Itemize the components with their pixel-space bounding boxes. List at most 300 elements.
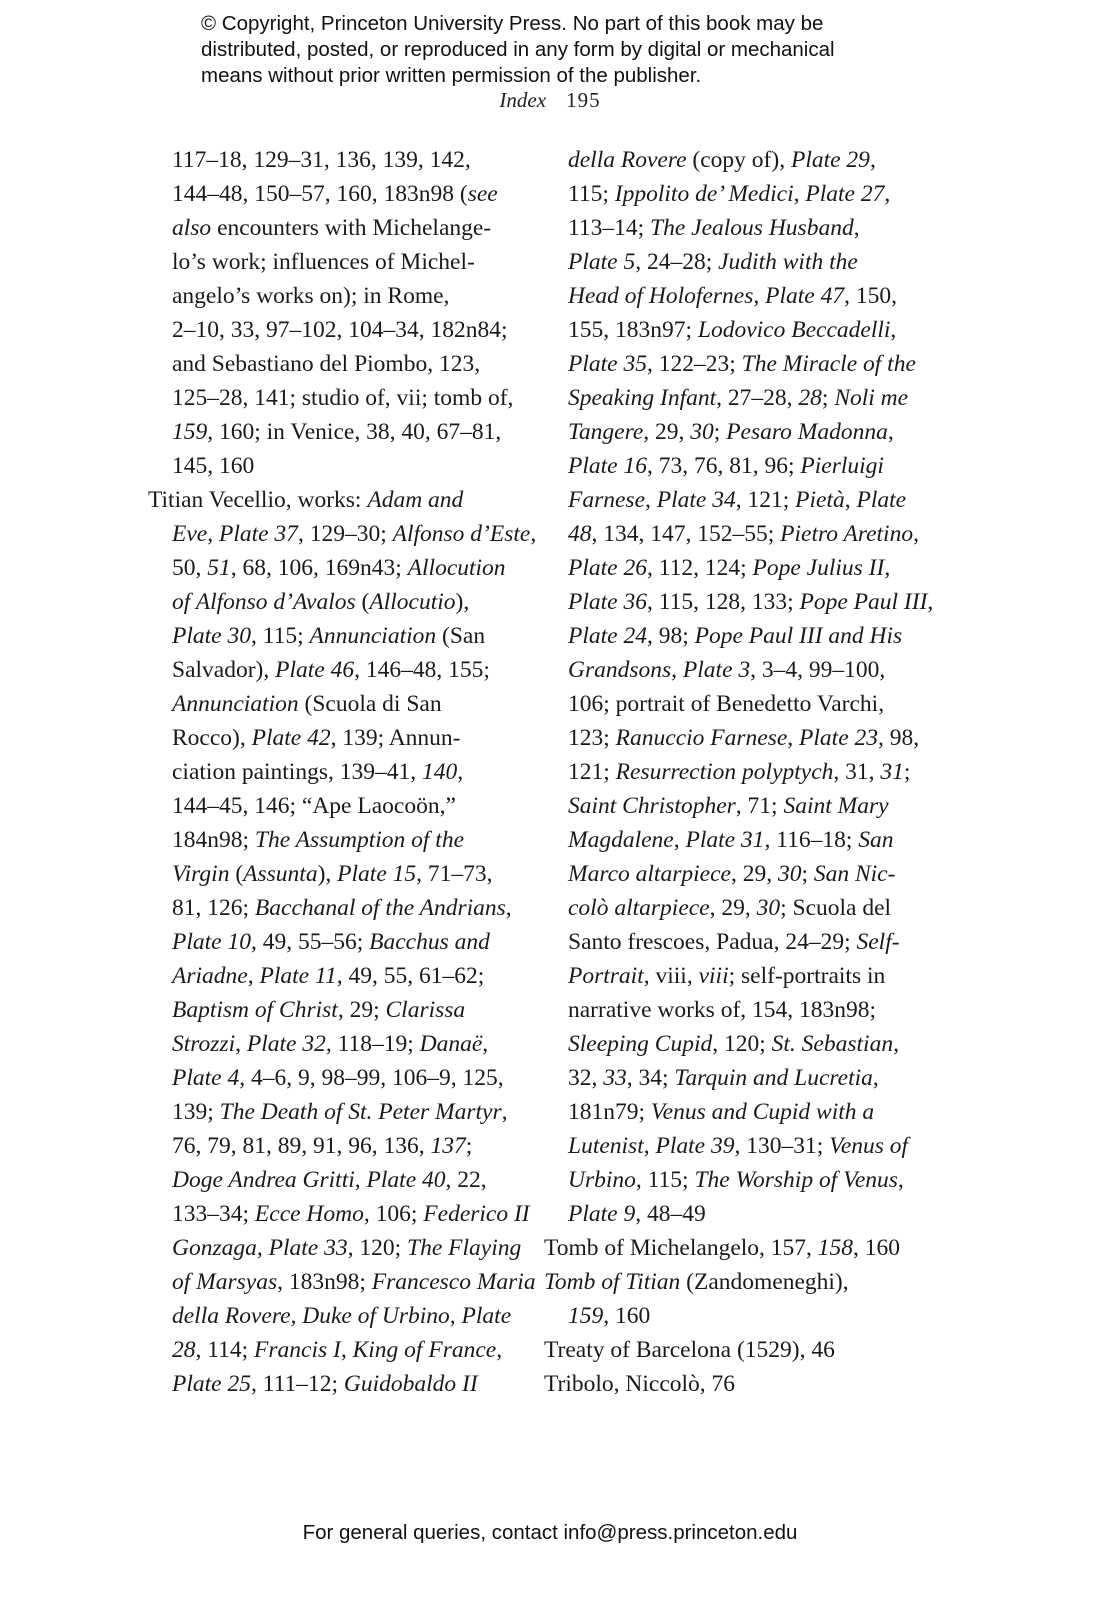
index-line-continuation — [544, 619, 933, 653]
index-text: Tribolo, Niccolò, 76 — [544, 1371, 736, 1397]
index-text: 133–34; — [172, 1201, 255, 1227]
index-text: , — [844, 487, 857, 513]
index-text: 144–48, 150–57, 160, 183n98 ( — [172, 181, 468, 207]
index-text: 115; — [568, 181, 615, 207]
italic-title-text: The Assumption of the — [254, 827, 465, 853]
index-text: ; — [713, 419, 727, 445]
index-text: 106; portrait of Benedetto Varchi, — [568, 691, 885, 717]
page-number: 195 — [566, 88, 601, 112]
italic-title-text: Allocutio — [369, 589, 456, 615]
index-text: (Zandomeneghi), — [680, 1269, 849, 1295]
index-line-continuation — [148, 1265, 536, 1299]
index-line-continuation — [544, 1095, 933, 1129]
index-line-continuation — [148, 721, 536, 755]
italic-title-text: 159 — [172, 419, 208, 445]
italic-title-text: Tangere — [568, 419, 644, 445]
index-text: , 130–31; — [734, 1133, 830, 1159]
index-line-continuation — [544, 891, 933, 925]
index-line-continuation — [148, 517, 536, 551]
index-text: 117–18, 129–31, 136, 139, 142, — [172, 147, 471, 173]
index-text: , 3–4, 99–100, — [750, 657, 886, 683]
index-text: , 68, 106, 169n43; — [230, 555, 408, 581]
index-text: , 139; Annun- — [330, 725, 461, 751]
italic-title-text: Ippolito de’ Medici — [614, 181, 794, 207]
italic-title-text: The Jealous Husband — [650, 215, 854, 241]
italic-title-text: Noli me — [834, 385, 909, 411]
italic-title-text: Lutenist — [568, 1133, 644, 1159]
index-line-continuation — [148, 279, 536, 313]
index-entry-heading — [544, 1265, 933, 1299]
index-line-continuation — [544, 721, 933, 755]
italic-title-text: Guidobaldo II — [343, 1371, 478, 1397]
index-text: Rocco), — [172, 725, 252, 751]
index-line-continuation — [148, 143, 536, 177]
italic-title-text: viii — [698, 963, 729, 989]
index-text: Treaty of Barcelona (1529), 46 — [544, 1337, 835, 1363]
index-text: , — [869, 147, 876, 173]
index-line-continuation — [544, 483, 933, 517]
italic-title-text: Pesaro Madonna — [726, 419, 888, 445]
index-line-continuation — [544, 1197, 933, 1231]
index-line-continuation — [148, 653, 536, 687]
index-text: , — [793, 181, 806, 207]
index-line-continuation — [148, 687, 536, 721]
index-text: , — [235, 1031, 247, 1057]
italic-title-text: Clarissa — [385, 997, 466, 1023]
index-text: , 122–23; — [646, 351, 742, 377]
index-text: , 106; — [363, 1201, 424, 1227]
italic-title-text: San Nic- — [813, 861, 896, 887]
index-text: , 115, 128, 133; — [646, 589, 800, 615]
index-column-left — [148, 143, 536, 1401]
index-text: , 129–30; — [297, 521, 393, 547]
italic-title-text: Plate 46 — [275, 657, 355, 683]
italic-title-text: Bacchus and — [369, 929, 490, 955]
italic-title-text: Saint Mary — [783, 793, 889, 819]
index-entry-heading — [544, 1231, 933, 1265]
index-line-continuation — [544, 789, 933, 823]
copyright-notice — [201, 11, 835, 89]
index-text: , — [884, 181, 891, 207]
index-text: 121; — [568, 759, 616, 785]
italic-title-text: Plate 40 — [366, 1167, 446, 1193]
index-line-continuation — [544, 211, 933, 245]
italic-title-text: Ranuccio Farnese — [615, 725, 788, 751]
index-line-continuation — [148, 585, 536, 619]
italic-title-text: 33 — [603, 1065, 627, 1091]
index-line-continuation — [544, 415, 933, 449]
index-text: , 71; — [735, 793, 784, 819]
italic-title-text: Eve — [172, 521, 208, 547]
italic-title-text: 28 — [798, 385, 822, 411]
index-line-continuation — [148, 347, 536, 381]
index-text: and Sebastiano del Piombo, 123, — [172, 351, 481, 377]
italic-title-text: Danaë — [419, 1031, 483, 1057]
index-text: 76, 79, 81, 89, 91, 96, 136, — [172, 1133, 431, 1159]
italic-title-text: Federico II — [423, 1201, 530, 1227]
index-text: , — [530, 521, 537, 547]
index-line-continuation — [148, 1095, 536, 1129]
index-line-continuation — [148, 1197, 536, 1231]
italic-title-text: of Marsyas — [172, 1269, 278, 1295]
italic-title-text: Plate 5 — [568, 249, 636, 275]
index-text: , viii, — [643, 963, 699, 989]
index-text: 125–28, 141; studio of, vii; tomb of, — [172, 385, 514, 411]
index-line-continuation — [544, 585, 933, 619]
index-line-continuation — [544, 347, 933, 381]
index-text: , — [853, 215, 860, 241]
index-line-continuation — [148, 1163, 536, 1197]
index-line-continuation — [544, 959, 933, 993]
index-text: , 115; — [635, 1167, 695, 1193]
italic-title-text: Sleeping Cupid — [568, 1031, 713, 1057]
index-text: , 31, — [833, 759, 881, 785]
italic-title-text: see — [467, 181, 498, 207]
index-text: Tomb of Michelangelo, 157, — [544, 1235, 818, 1261]
index-text: , 29, — [709, 895, 757, 921]
index-text: , 114; — [195, 1337, 255, 1363]
index-text: , 134, 147, 152–55; — [591, 521, 781, 547]
index-line-continuation — [148, 1299, 536, 1333]
index-text: Titian Vecellio, works: — [148, 487, 368, 513]
index-line-continuation — [544, 857, 933, 891]
index-text: , 111–12; — [250, 1371, 344, 1397]
index-text: , 49, 55, 61–62; — [336, 963, 485, 989]
index-text: , 120; — [347, 1235, 407, 1261]
index-text: (Scuola di San — [298, 691, 442, 717]
italic-title-text: Pope Paul III — [799, 589, 928, 615]
index-text: , — [496, 1337, 503, 1363]
italic-title-text: Annunciation — [172, 691, 299, 717]
index-text: , — [884, 555, 891, 581]
index-text: (San — [436, 623, 486, 649]
italic-title-text: Plate 34 — [656, 487, 736, 513]
italic-title-text: Plate 25 — [172, 1371, 251, 1397]
italic-title-text: Plate 39 — [655, 1133, 735, 1159]
index-text: , 49, 55–56; — [250, 929, 370, 955]
italic-title-text: Baptism of Christ — [172, 997, 338, 1023]
index-line-continuation — [544, 279, 933, 313]
index-line-continuation — [148, 993, 536, 1027]
copyright-line: distributed, posted, or reproduced in any form by digital or mechanical — [201, 38, 835, 61]
index-text: , — [354, 1167, 367, 1193]
italic-title-text: Strozzi — [172, 1031, 236, 1057]
index-text: 50, — [172, 555, 208, 581]
index-line-continuation — [148, 551, 536, 585]
index-line-continuation — [544, 313, 933, 347]
italic-title-text: Grandsons — [568, 657, 672, 683]
index-line-continuation — [148, 619, 536, 653]
italic-title-text: 158 — [817, 1235, 854, 1261]
italic-title-text: della Rovere, Duke of Urbino, Plate — [172, 1303, 512, 1329]
index-text: , — [645, 487, 657, 513]
index-line-continuation — [148, 959, 536, 993]
index-text: ; — [801, 861, 814, 887]
copyright-line: means without prior written permission of the publisher. — [201, 64, 702, 87]
index-text: , 4–6, 9, 98–99, 106–9, 125, — [239, 1065, 504, 1091]
index-text: (copy of), — [686, 147, 791, 173]
italic-title-text: Plate 33 — [268, 1235, 348, 1261]
italic-title-text: Self- — [856, 929, 900, 955]
index-text: , 160 — [853, 1235, 901, 1261]
index-text: , — [671, 657, 683, 683]
index-line-continuation — [148, 415, 536, 449]
italic-title-text: Speaking Infant — [568, 385, 717, 411]
index-text: 144–45, 146; “Ape Laocoön,” — [172, 793, 456, 819]
index-text: , 183n98; — [277, 1269, 372, 1295]
index-text: 2–10, 33, 97–102, 104–34, 182n84; — [172, 317, 508, 343]
index-text: Santo frescoes, Padua, 24–29; — [568, 929, 857, 955]
italic-title-text: Pope Paul III and His — [694, 623, 903, 649]
index-line-continuation — [148, 245, 536, 279]
italic-title-text: Resurrection polyptych — [615, 759, 834, 785]
index-entry-heading — [544, 1333, 933, 1367]
italic-title-text: Plate 29 — [790, 147, 870, 173]
italic-title-text: Plate 23 — [799, 725, 879, 751]
italic-title-text: Pope Julius II — [752, 555, 885, 581]
index-text: , 98; — [646, 623, 695, 649]
italic-title-text: The Miracle of the — [741, 351, 916, 377]
index-line-continuation — [148, 925, 536, 959]
italic-title-text: Marco altarpiece — [568, 861, 731, 887]
index-text: , 34; — [626, 1065, 675, 1091]
index-text: ), — [455, 589, 470, 615]
italic-title-text: Ariadne — [172, 963, 248, 989]
italic-title-text: colò altarpiece — [568, 895, 710, 921]
index-text: , 115; — [250, 623, 310, 649]
index-text: , — [247, 963, 260, 989]
italic-title-text: Plate 27 — [805, 181, 885, 207]
index-line-continuation — [544, 1299, 933, 1333]
index-text: angelo’s works on); in Rome, — [172, 283, 450, 309]
index-line-continuation — [148, 755, 536, 789]
italic-title-text: Saint Christopher — [568, 793, 736, 819]
italic-title-text: 31 — [880, 759, 904, 785]
italic-title-text: Urbino — [568, 1167, 636, 1193]
index-text: , — [207, 521, 219, 547]
italic-title-text: Alfonso d’Este — [392, 521, 531, 547]
italic-title-text: Francesco Maria — [371, 1269, 536, 1295]
italic-title-text: Plate 30 — [172, 623, 251, 649]
index-text: , — [787, 725, 800, 751]
italic-title-text: Head of Holofernes — [568, 283, 754, 309]
index-text: , 118–19; — [325, 1031, 420, 1057]
index-text: ; self-portraits in — [728, 963, 886, 989]
index-text: , — [505, 895, 512, 921]
italic-title-text: 28 — [172, 1337, 196, 1363]
italic-title-text: Plate 4 — [172, 1065, 240, 1091]
italic-title-text: Lodovico Beccadelli — [697, 317, 891, 343]
italic-title-text: Venus and Cupid with a — [650, 1099, 875, 1125]
italic-title-text: 30 — [777, 861, 802, 887]
index-text: , 150, — [844, 283, 897, 309]
index-line-continuation — [544, 517, 933, 551]
italic-title-text: Plate 9 — [568, 1201, 636, 1227]
index-line-continuation — [544, 245, 933, 279]
italic-title-text: Plate 15 — [337, 861, 417, 887]
italic-title-text: Judith with the — [718, 249, 858, 275]
italic-title-text: della Rovere — [568, 147, 687, 173]
italic-title-text: Pietro Aretino — [780, 521, 914, 547]
index-line-continuation — [544, 143, 933, 177]
index-line-continuation — [544, 993, 933, 1027]
italic-title-text: Plate 26 — [568, 555, 647, 581]
italic-title-text: Farnese — [568, 487, 646, 513]
italic-title-text: Plate 31 — [685, 827, 765, 853]
index-text: , — [256, 1235, 269, 1261]
index-text: , 73, 76, 81, 96; — [646, 453, 801, 479]
italic-title-text: Pietà — [795, 487, 845, 513]
index-text: , 120; — [712, 1031, 772, 1057]
index-text: , 116–18; — [764, 827, 859, 853]
italic-title-text: Portrait — [568, 963, 644, 989]
italic-title-text: 137 — [430, 1133, 466, 1159]
index-text: , 160 — [603, 1303, 651, 1329]
index-text: 155, 183n97; — [568, 317, 698, 343]
index-text: 123; — [568, 725, 616, 751]
index-text: 32, — [568, 1065, 604, 1091]
italic-title-text: Pierluigi — [800, 453, 884, 479]
index-text: , — [887, 419, 894, 445]
italic-title-text: St. Sebastian — [771, 1031, 894, 1057]
index-text: Salvador), — [172, 657, 276, 683]
italic-title-text: Francis I, King of France — [254, 1337, 497, 1363]
index-line-continuation — [148, 449, 536, 483]
index-text: ( — [229, 861, 244, 887]
italic-title-text: Plate — [856, 487, 907, 513]
index-entry-heading — [148, 483, 536, 517]
index-text: ; — [903, 759, 911, 785]
index-line-continuation — [148, 823, 536, 857]
index-line-continuation — [544, 755, 933, 789]
italic-title-text: 30 — [690, 419, 714, 445]
index-text: 139; — [172, 1099, 220, 1125]
index-line-continuation — [148, 1129, 536, 1163]
index-line-continuation — [544, 381, 933, 415]
index-line-continuation — [544, 653, 933, 687]
index-text: , — [890, 317, 897, 343]
index-text: narrative works of, 154, 183n98; — [568, 997, 877, 1023]
italic-title-text: 159 — [568, 1303, 604, 1329]
index-line-continuation — [148, 211, 536, 245]
italic-title-text: Plate 32 — [246, 1031, 326, 1057]
italic-title-text: of Alfonso d’Avalos — [172, 589, 356, 615]
italic-title-text: Assunta — [243, 861, 318, 887]
footer-contact: For general queries, contact info@press.princeton.edu — [302, 1521, 798, 1544]
index-line-continuation — [148, 1367, 536, 1401]
index-line-continuation — [148, 313, 536, 347]
index-text: , — [501, 1099, 508, 1125]
index-text: , — [482, 1031, 489, 1057]
index-text: , — [897, 1167, 904, 1193]
index-line-continuation — [544, 1129, 933, 1163]
italic-title-text: Plate 47 — [765, 283, 845, 309]
italic-title-text: Venus of — [829, 1133, 909, 1159]
index-text: , — [643, 1133, 656, 1159]
italic-title-text: 30 — [756, 895, 781, 921]
italic-title-text: 51 — [207, 555, 231, 581]
index-text: ; Scuola del — [780, 895, 892, 921]
italic-title-text: Plate 36 — [568, 589, 647, 615]
section-title: Index — [499, 88, 547, 112]
italic-title-text: Magdalene — [568, 827, 674, 853]
index-text: ( — [355, 589, 370, 615]
index-text: , — [457, 759, 464, 785]
index-text: , 29, — [643, 419, 691, 445]
index-line-continuation — [544, 1061, 933, 1095]
index-line-continuation — [148, 381, 536, 415]
index-text: ; — [465, 1133, 473, 1159]
index-text: encounters with Michelange- — [211, 215, 492, 241]
italic-title-text: Plate 37 — [218, 521, 298, 547]
index-line-continuation — [148, 789, 536, 823]
italic-title-text: Gonzaga — [172, 1235, 257, 1261]
index-line-continuation — [544, 1163, 933, 1197]
italic-title-text: Bacchanal of the Andrians — [254, 895, 506, 921]
italic-title-text: Virgin — [172, 861, 230, 887]
index-text: lo’s work; influences of Michel- — [172, 249, 475, 275]
index-text: , — [893, 1031, 899, 1057]
index-line-continuation — [148, 1333, 536, 1367]
italic-title-text: Plate 3 — [682, 657, 751, 683]
index-text: , 71–73, — [416, 861, 493, 887]
italic-title-text: Plate 42 — [251, 725, 331, 751]
index-text: , — [913, 521, 919, 547]
italic-title-text: Plate 11 — [259, 963, 337, 989]
italic-title-text: The Worship of Venus — [694, 1167, 898, 1193]
index-line-continuation — [148, 857, 536, 891]
index-text: , 160; in Venice, 38, 40, 67–81, — [207, 419, 502, 445]
index-text: , 121; — [735, 487, 796, 513]
index-line-continuation — [544, 823, 933, 857]
italic-title-text: Plate 24 — [568, 623, 647, 649]
index-line-continuation — [544, 449, 933, 483]
italic-title-text: Plate 16 — [568, 453, 647, 479]
index-text: , 27–28, — [716, 385, 799, 411]
index-line-continuation — [544, 177, 933, 211]
italic-title-text: The Death of St. Peter Martyr — [219, 1099, 502, 1125]
index-text: , 29, — [730, 861, 778, 887]
index-column-right — [544, 143, 933, 1401]
index-line-continuation — [148, 1061, 536, 1095]
italic-title-text: Plate 10 — [172, 929, 251, 955]
index-line-continuation — [544, 551, 933, 585]
index-text: , 24–28; — [635, 249, 719, 275]
index-line-continuation — [544, 925, 933, 959]
italic-title-text: The Flaying — [407, 1235, 522, 1261]
index-line-continuation — [544, 1027, 933, 1061]
index-text: , — [753, 283, 766, 309]
italic-title-text: 140 — [422, 759, 458, 785]
italic-title-text: Tomb of Titian — [544, 1269, 681, 1295]
index-text: , 98, — [878, 725, 920, 751]
italic-title-text: Annunciation — [309, 623, 437, 649]
index-text: 181n79; — [568, 1099, 651, 1125]
index-text: ciation paintings, 139–41, — [172, 759, 422, 785]
index-text: 113–14; — [568, 215, 651, 241]
index-text: 81, 126; — [172, 895, 255, 921]
italic-title-text: Doge Andrea Gritti — [172, 1167, 355, 1193]
running-head — [0, 88, 1100, 113]
index-text: , — [927, 589, 934, 615]
index-text: ), — [317, 861, 338, 887]
index-text: , 112, 124; — [646, 555, 753, 581]
index-text: 184n98; — [172, 827, 255, 853]
italic-title-text: Tarquin and Lucretia — [674, 1065, 873, 1091]
index-text: , 22, — [445, 1167, 487, 1193]
index-line-continuation — [544, 687, 933, 721]
index-line-continuation — [148, 177, 536, 211]
